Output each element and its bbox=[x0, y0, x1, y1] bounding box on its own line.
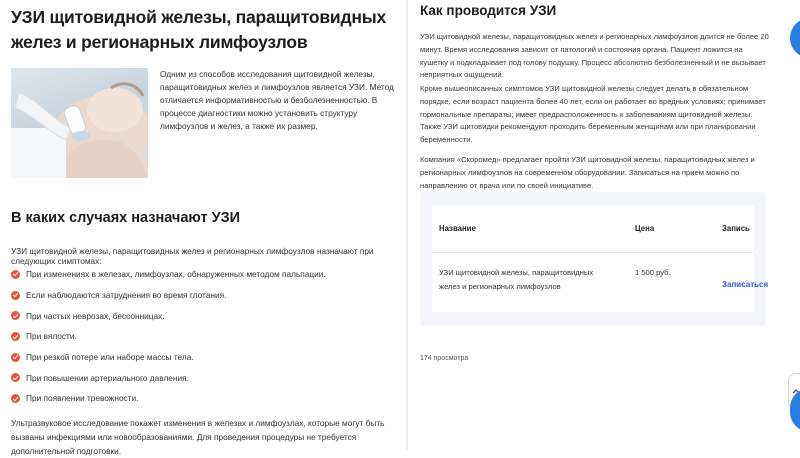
cases-lead-text: УЗИ щитовидной железы, паращитовидных желез и регионарных лимфоузлов назначают при следующих симптомах: bbox=[11, 246, 374, 266]
section-heading-procedure: Как проводится УЗИ bbox=[420, 3, 557, 18]
check-circle-icon bbox=[11, 270, 20, 279]
check-circle-icon bbox=[11, 373, 20, 382]
column-header-booking: Запись bbox=[722, 224, 750, 233]
table-divider bbox=[432, 252, 754, 253]
price-table-body bbox=[432, 206, 769, 312]
list-item: При изменениях в железах, лимфоузлах, обнаруженных методом пальпации. bbox=[11, 264, 326, 285]
check-circle-icon bbox=[11, 394, 20, 403]
list-item: Если наблюдаются затруднения во время глотания. bbox=[11, 285, 326, 306]
list-item: При резкой потере или наборе массы тела. bbox=[11, 347, 326, 368]
right-panel bbox=[408, 0, 800, 450]
book-appointment-link[interactable]: Записаться bbox=[722, 280, 769, 289]
intro-text: Одним из способов исследования щитовидной железы, паращитовидных желез и лимфоузлов является УЗИ. Метод отличается информативностью и безболезненностью. В процессе диагностики можно установить структуру лимфоузлов и желез, а также их размер. bbox=[160, 69, 394, 131]
section-heading-cases: В каких случаях назначают УЗИ bbox=[11, 210, 241, 226]
check-circle-icon bbox=[11, 311, 20, 320]
procedure-text: УЗИ щитовидной железы, паращитовидных желез и регионарных лимфоузлов длится не более 20 минут. Время исследования зависит от патологий и состояния органа. Пациент ложится на кушетку и подкладывает под голову подушку. Процесс абсолютно безболезненный и не вызывает неприятных ощущений. bbox=[420, 32, 769, 80]
list-item: При вялости. bbox=[11, 326, 326, 347]
price-cell: 1 500 руб. bbox=[635, 268, 671, 277]
check-circle-icon bbox=[11, 291, 20, 300]
company-offer-text: Компания «Скоромед» предлагает пройти УЗИ щитовидной железы, паращитовидных желез и регионарных лимфоузлов на современном оборудовании. Записаться на прием можно по направлению от врача или по своей инициативе. bbox=[420, 155, 755, 190]
symptoms-list bbox=[11, 264, 326, 409]
ultrasound-photo bbox=[11, 68, 148, 178]
ultrasound-summary-text: Ультразвуковое исследование покажет изменения в железах и лимфоузлах, которые могут быть вызваны инфекциями или новообразованиями. Для проведения процедуры не требуется дополнительной подготовки. bbox=[11, 418, 385, 456]
list-item: При повышении артериального давления. bbox=[11, 367, 326, 388]
list-item: При частых неврозах, бессонницах. bbox=[11, 305, 326, 326]
check-circle-icon bbox=[11, 332, 20, 341]
indications-text: Кроме вышеописанных симптомов УЗИ щитовидной железы следует делать в обязательном порядке, если возраст пациента более 40 лет, если он работает во вредных условиях; принимает гормональные препараты; имеет предрасположенность к заболеваниям щитовидной железы. Также УЗИ щитовидки рекомендуют проходить беременным женщинам или при планировании беременности. bbox=[420, 84, 766, 145]
price-table bbox=[420, 192, 769, 326]
list-item: При появлении тревожности. bbox=[11, 388, 326, 409]
check-circle-icon bbox=[11, 353, 20, 362]
view-count: 174 просмотра bbox=[420, 355, 469, 362]
column-header-price: Цена bbox=[635, 224, 655, 233]
column-header-name: Название bbox=[439, 224, 476, 233]
service-name-cell: УЗИ щитовидной железы, паращитовидных желез и регионарных лимфоузлов bbox=[439, 268, 594, 291]
page-title: УЗИ щитовидной железы, паращитовидных желез и регионарных лимфоузлов bbox=[11, 7, 386, 52]
